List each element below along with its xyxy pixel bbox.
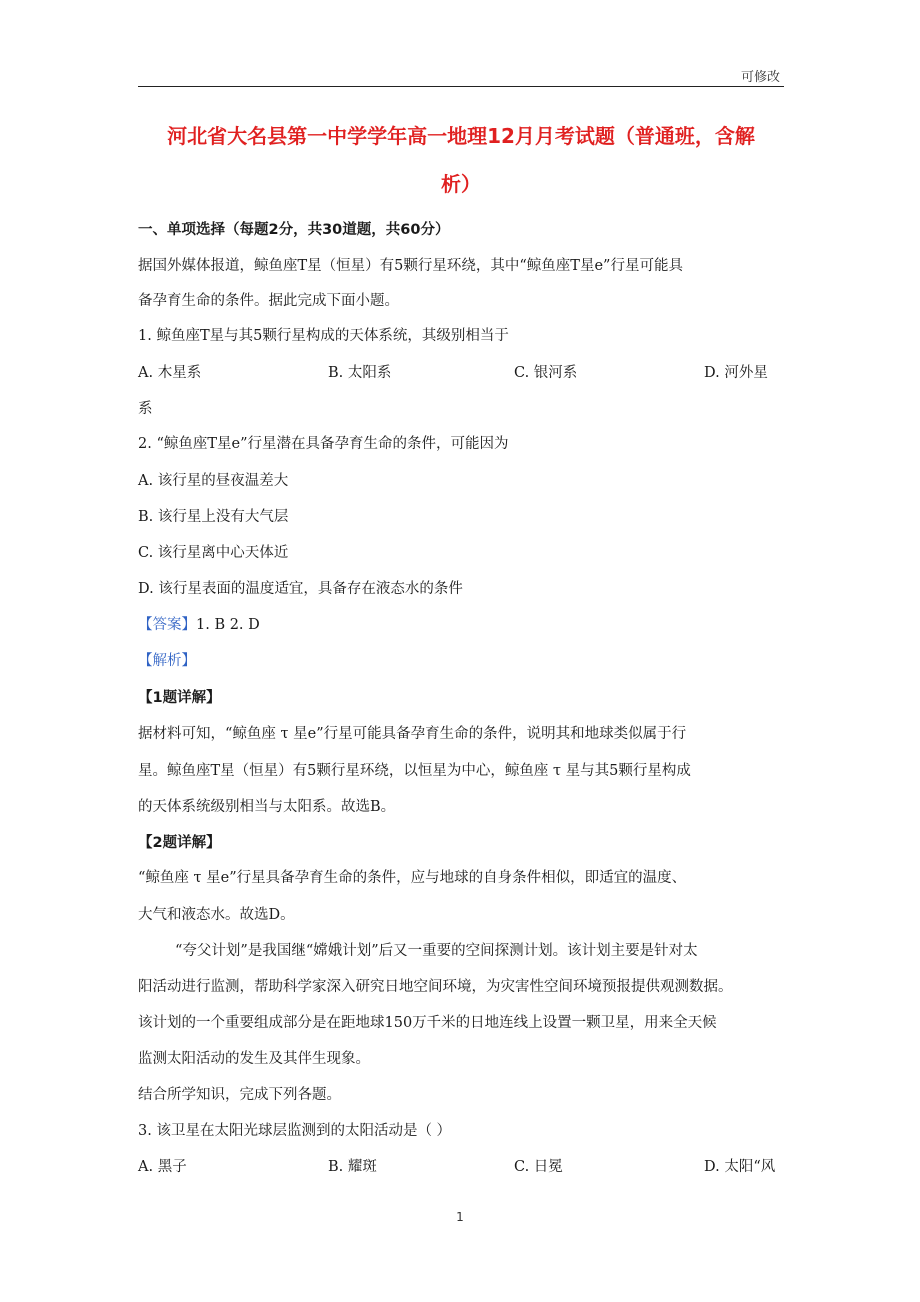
question2-analysis-line2: 大气和液态水。故选D。 bbox=[138, 907, 295, 923]
material2-line2: 阳活动进行监测，帮助科学家深入研究日地空间环境，为灾害性空间环境预报提供观测数据。 bbox=[138, 979, 733, 995]
question1-option-b: B. 太阳系 bbox=[328, 365, 392, 381]
material2-line1: “夸父计划”是我国继“嫦娥计划”后又一重要的空间探测计划。该计划主要是针对太 bbox=[175, 943, 698, 959]
header-note: 可修改 bbox=[740, 70, 780, 85]
question2-analysis-line1: “鲸鱼座 τ 星e”行星具备孕育生命的条件，应与地球的自身条件相似，即适宜的温度、 bbox=[138, 870, 687, 886]
question3-option-d: D. 太阳“风 bbox=[704, 1159, 776, 1175]
question3-stem: 3. 该卫星在太阳光球层监测到的太阳活动是（ ） bbox=[138, 1123, 452, 1139]
question1-analysis-line3: 的天体系统级别相当与太阳系。故选B。 bbox=[138, 799, 396, 815]
question1-option-a: A. 木星系 bbox=[138, 365, 202, 381]
header-rule bbox=[138, 86, 784, 87]
question2-option-a: A. 该行星的昼夜温差大 bbox=[138, 473, 289, 489]
question1-option-d-wrap: 系 bbox=[138, 401, 153, 417]
question2-option-c: C. 该行星离中心天体近 bbox=[138, 545, 289, 561]
section-heading: 一、单项选择（每题2分，共30道题，共60分） bbox=[138, 222, 450, 238]
question1-analysis-line2: 星。鲸鱼座T星（恒星）有5颗行星环绕，以恒星为中心，鲸鱼座 τ 星与其5颗行星构成 bbox=[138, 763, 691, 779]
material2-line3: 该计划的一个重要组成部分是在距地球150万千米的日地连线上设置一颗卫星，用来全天候 bbox=[138, 1015, 717, 1031]
question3-option-a: A. 黑子 bbox=[138, 1159, 187, 1175]
question3-option-c: C. 日冕 bbox=[514, 1159, 563, 1175]
question2-analysis-heading: 【2题详解】 bbox=[138, 835, 221, 851]
material1-line1: 据国外媒体报道，鲸鱼座T星（恒星）有5颗行星环绕，其中“鲸鱼座T星e”行星可能具 bbox=[138, 258, 683, 274]
question1-option-c: C. 银河系 bbox=[514, 365, 578, 381]
page-number: 1 bbox=[456, 1210, 464, 1224]
question2-option-d: D. 该行星表面的温度适宜，具备存在液态水的条件 bbox=[138, 581, 463, 597]
material1-line2: 备孕育生命的条件。据此完成下面小题。 bbox=[138, 293, 399, 309]
document-title-line1: 河北省大名县第一中学学年高一地理12月月考试题（普通班，含解 bbox=[167, 124, 755, 148]
question1-stem: 1. 鲸鱼座T星与其5颗行星构成的天体系统，其级别相当于 bbox=[138, 328, 509, 344]
question1-analysis-line1: 据材料可知，“鲸鱼座 τ 星e”行星可能具备孕育生命的条件，说明其和地球类似属于行 bbox=[138, 726, 687, 742]
document-title-line2: 析） bbox=[441, 172, 481, 196]
question2-stem: 2. “鲸鱼座T星e”行星潜在具备孕育生命的条件，可能因为 bbox=[138, 436, 509, 452]
material2-line4: 监测太阳活动的发生及其伴生现象。 bbox=[138, 1051, 370, 1067]
question2-option-b: B. 该行星上没有大气层 bbox=[138, 509, 289, 525]
analysis-label: 【解析】 bbox=[138, 653, 196, 669]
question1-analysis-heading: 【1题详解】 bbox=[138, 690, 221, 706]
material2-prompt: 结合所学知识，完成下列各题。 bbox=[138, 1087, 341, 1103]
question1-option-d: D. 河外星 bbox=[704, 365, 768, 381]
answer-line bbox=[138, 615, 788, 635]
question3-option-b: B. 耀斑 bbox=[328, 1159, 377, 1175]
answer-text: 1. B 2. D bbox=[196, 617, 260, 633]
answer-label: 【答案】 bbox=[138, 617, 196, 633]
